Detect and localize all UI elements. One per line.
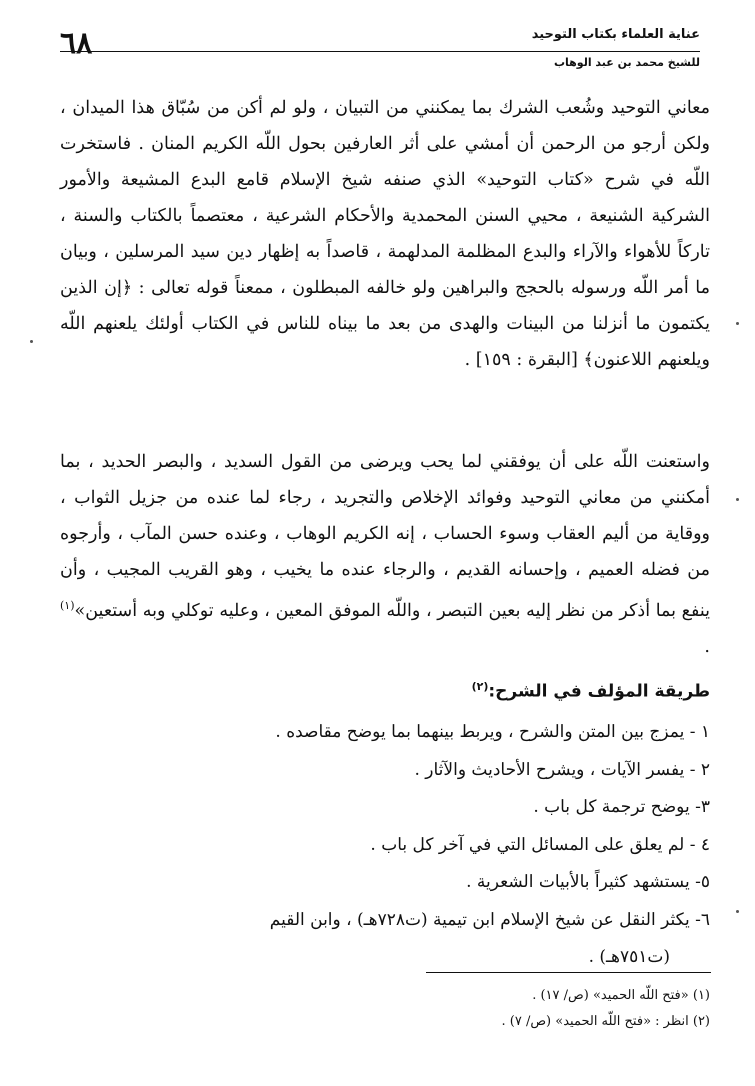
paragraph-2-end: .: [704, 636, 710, 657]
footnote-ref-1: (١): [60, 599, 75, 612]
paragraph-2-text: واستعنت اللّه على أن يوفقني لما يحب ويرضى من القول السديد ، والبصر الحديد ، بما أمكنني من معاني التوحيد وفوائد الإخلاص والتجريد ، رجاء لما عنده من جزيل الثواب ، ووقاية من أليم العقاب وسوء الحساب ، إنه الكريم الوهاب ، وعنده حسن المآب ، وأرجوه من فضله العميم ، وإحسانه القديم ، والرجاء عنده ما يخيب ، وهو القريب المجيب ، وأن ينفع بما أذكر من نظر إليه بعين التبصر ، واللّه الموفق المعين ، وعليه توكلي وبه أستعين»: [60, 452, 710, 621]
footnotes: [501, 983, 710, 1035]
list-item: ٥- يستشهد كثيراً بالأبيات الشعرية .: [466, 872, 710, 892]
section-heading: [472, 672, 710, 707]
page-header: [60, 20, 700, 80]
list-item: [60, 902, 710, 977]
footnote-rule: [426, 972, 711, 973]
footnote-ref-2: (٢): [471, 680, 489, 693]
running-head: [532, 26, 700, 44]
margin-speck: [30, 340, 33, 343]
footnote-2: (٢) انظر : «فتح اللّه الحميد» (ص/ ٧) .: [501, 1014, 710, 1029]
section-heading-text: طريقة المؤلف في الشرح:: [488, 681, 710, 702]
running-subtitle: للشيخ محمد بن عبد الوهاب: [553, 56, 700, 69]
paragraph-2: [60, 444, 710, 665]
list-item: ١ - يمزج بين المتن والشرح ، ويربط بينهما بما يوضح مقاصده .: [275, 722, 710, 742]
list-item-continuation: (ت٧٥١هـ) .: [588, 947, 670, 967]
list-item: ٤ - لم يعلق على المسائل التي في آخر كل باب .: [370, 834, 710, 855]
margin-speck: [736, 910, 739, 913]
page-number: ٦٨: [60, 26, 93, 61]
margin-speck: [736, 322, 739, 325]
method-points-list: [60, 714, 710, 977]
margin-speck: [736, 498, 739, 501]
running-title: عناية العلماء بكتاب التوحيد: [531, 27, 700, 42]
header-rule: [60, 51, 700, 52]
list-item: ٢ - يفسر الآيات ، ويشرح الأحاديث والآثار .: [414, 759, 710, 780]
paragraph-1: معاني التوحيد وشُعب الشرك بما يمكنني من التبيان ، ولو لم أكن من سُبّاق هذا الميدان ، ولكن أرجو من الرحمن أن أمشي على أثر العارفين بحول اللّه الكريم المنان . فاستخرت اللّه في شرح «كتاب التوحيد» الذي صنفه شيخ الإسلام قامع البدع المشيعة والأمور الشركية الشنيعة ، محيي السنن المحمدية والأحكام الشرعية ، معتصماً بالكتاب والسنة ، تاركاً للأهواء والآراء والبدع المظلمة المدلهمة ، قاصداً به إظهار دين سيد المرسلين ، وبيان ما أمر اللّه ورسوله بالحجج والبراهين ولو خالفه المبطلون ، ممعناً قوله تعالى : ﴿إن الذين يكتمون ما أنزلنا من البينات والهدى من بعد ما بيناه للناس في الكتاب أولئك يلعنهم اللّه ويلعنهم اللاعنون﴾ [البقرة : ١٥٩] .: [60, 98, 710, 370]
list-item: ٣- يوضح ترجمة كل باب .: [533, 797, 710, 817]
footnote-1: (١) «فتح اللّه الحميد» (ص/ ١٧) .: [532, 988, 710, 1003]
list-item-text: ٦- يكثر النقل عن شيخ الإسلام ابن تيمية (ت٧٢٨هـ) ، وابن القيم: [269, 909, 710, 930]
